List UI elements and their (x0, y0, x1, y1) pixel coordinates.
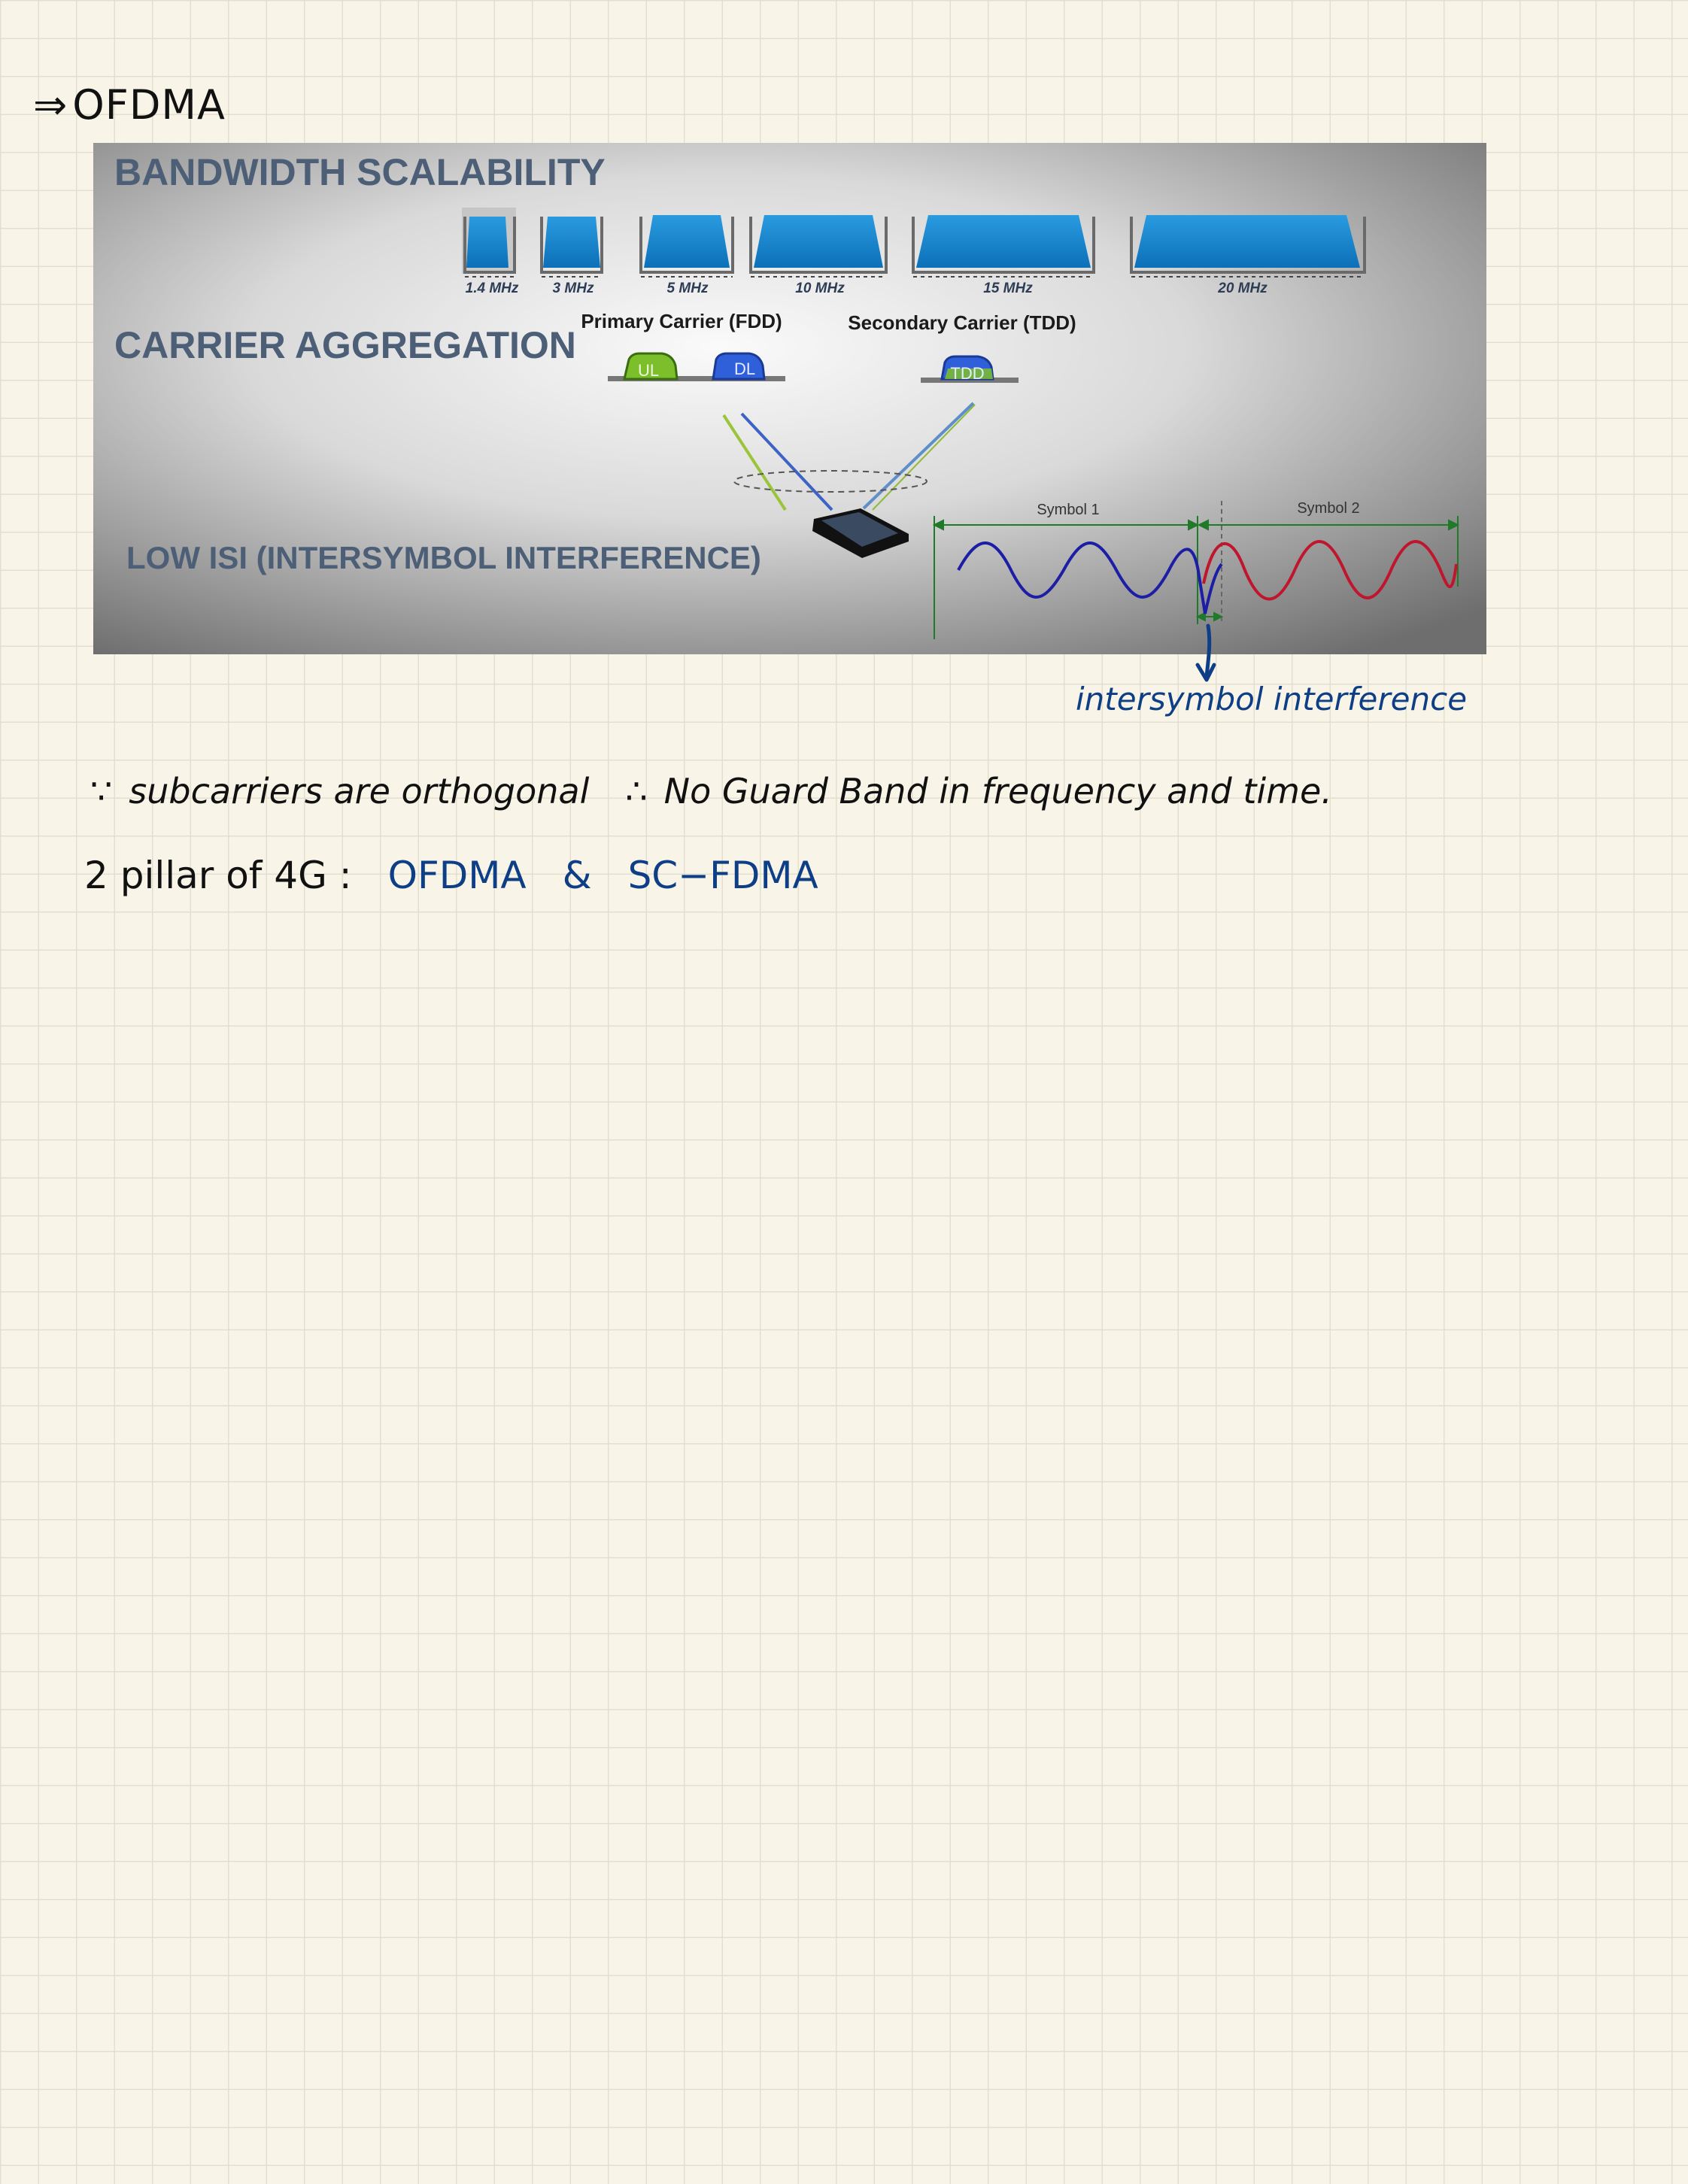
band-label: 15 MHz (983, 281, 1033, 296)
therefore-symbol: ∴ (625, 771, 648, 811)
isi-annotation: intersymbol interference (1076, 681, 1468, 717)
band-label: 3 MHz (552, 281, 594, 296)
note-orthogonal-text: subcarriers are orthogonal (129, 771, 590, 811)
band-label: 1.4 MHz (465, 281, 519, 296)
note-line-orthogonal (90, 771, 1332, 811)
dl-label: DL (733, 359, 756, 378)
symbol-2-label: Symbol 2 (1297, 500, 1360, 517)
secondary-carrier-label: Secondary Carrier (TDD) (848, 311, 1076, 334)
band-label: 5 MHz (666, 281, 709, 296)
pillar-sc-fdma: SC−FDMA (627, 854, 818, 897)
note-guard-band-text: No Guard Band in frequency and time. (663, 771, 1332, 811)
ampersand: & (562, 854, 592, 897)
symbol-1-label: Symbol 1 (1037, 502, 1100, 518)
band-label: 10 MHz (795, 281, 845, 296)
note-line-pillars (84, 854, 818, 897)
primary-carrier-label: Primary Carrier (FDD) (581, 310, 782, 332)
heading-text: OFDMA (72, 81, 226, 129)
bandwidth-scalability-title: BANDWIDTH SCALABILITY (114, 151, 606, 193)
carrier-aggregation-title: CARRIER AGGREGATION (114, 324, 576, 366)
low-isi-title: LOW ISI (INTERSYMBOL INTERFERENCE) (126, 540, 761, 575)
pillars-prefix: 2 pillar of 4G : (84, 854, 352, 897)
implies-arrow-icon: ⇒ (33, 81, 68, 129)
pillar-ofdma: OFDMA (387, 854, 527, 897)
band-label: 20 MHz (1218, 281, 1268, 296)
ul-label: UL (637, 361, 660, 380)
because-symbol: ∵ (90, 771, 113, 811)
tdd-label: TDD (950, 364, 985, 383)
